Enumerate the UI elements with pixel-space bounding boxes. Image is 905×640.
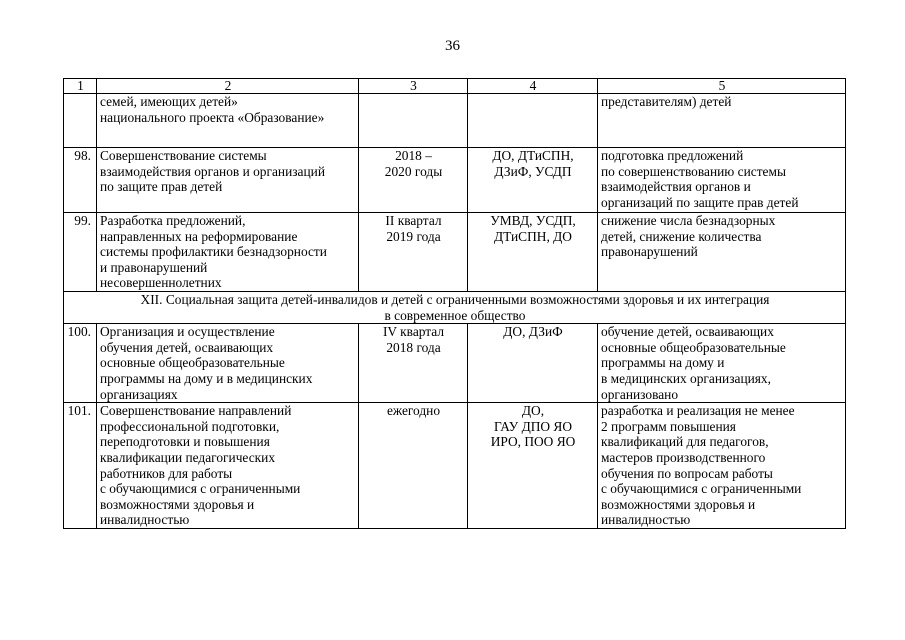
action-cell: Совершенствование направлений профессиональной подготовки, переподготовки и повышения квалификации педагогических работников для работы с обучающимися с ограниченными возможностями здоровья и инвалидностью: [97, 403, 359, 529]
result-cell: снижение числа безнадзорных детей, снижение количества правонарушений: [598, 213, 846, 292]
plan-table: [63, 78, 846, 529]
header-cell: 2: [97, 79, 359, 94]
action-cell: семей, имеющих детей» национального проекта «Образование»: [97, 94, 359, 148]
header-cell: 1: [64, 79, 97, 94]
term-cell: II квартал 2019 года: [359, 213, 468, 292]
section-row: [64, 291, 846, 323]
executors-cell: ДО, ДТиСПН, ДЗиФ, УСДП: [468, 148, 598, 213]
table-row: [64, 213, 846, 292]
row-number: 101.: [64, 403, 97, 529]
term-cell: [359, 94, 468, 148]
table-row: [64, 324, 846, 403]
action-cell: Совершенствование системы взаимодействия органов и организаций по защите прав детей: [97, 148, 359, 213]
result-cell: обучение детей, осваивающих основные общеобразовательные программы на дому и в медицинских организациях, организовано: [598, 324, 846, 403]
result-cell: подготовка предложений по совершенствованию системы взаимодействия органов и организаций по защите прав детей: [598, 148, 846, 213]
term-cell: IV квартал 2018 года: [359, 324, 468, 403]
header-cell: 3: [359, 79, 468, 94]
header-cell: 5: [598, 79, 846, 94]
row-number: 99.: [64, 213, 97, 292]
row-number: 98.: [64, 148, 97, 213]
action-cell: Разработка предложений, направленных на реформирование системы профилактики безнадзорности и правонарушений несовершеннолетних: [97, 213, 359, 292]
result-cell: разработка и реализация не менее 2 программ повышения квалификаций для педагогов, мастеров производственного обучения по вопросам работы с обучающимися с ограниченными возможностями здоровья и инвалидностью: [598, 403, 846, 529]
row-number: [64, 94, 97, 148]
header-cell: 4: [468, 79, 598, 94]
table-row: [64, 148, 846, 213]
executors-cell: [468, 94, 598, 148]
table-row: [64, 403, 846, 529]
table-row: [64, 94, 846, 148]
page-number: 36: [445, 38, 460, 54]
header-row: [64, 79, 846, 94]
executors-cell: УМВД, УСДП, ДТиСПН, ДО: [468, 213, 598, 292]
section-heading: XII. Социальная защита детей-инвалидов и детей с ограниченными возможностями здоровья и их интеграция в современное общество: [64, 291, 846, 323]
executors-cell: ДО, ГАУ ДПО ЯО ИРО, ПОО ЯО: [468, 403, 598, 529]
action-cell: Организация и осуществление обучения детей, осваивающих основные общеобразовательные программы на дому и в медицинских организациях: [97, 324, 359, 403]
term-cell: 2018 – 2020 годы: [359, 148, 468, 213]
row-number: 100.: [64, 324, 97, 403]
result-cell: представителям) детей: [598, 94, 846, 148]
term-cell: ежегодно: [359, 403, 468, 529]
executors-cell: ДО, ДЗиФ: [468, 324, 598, 403]
